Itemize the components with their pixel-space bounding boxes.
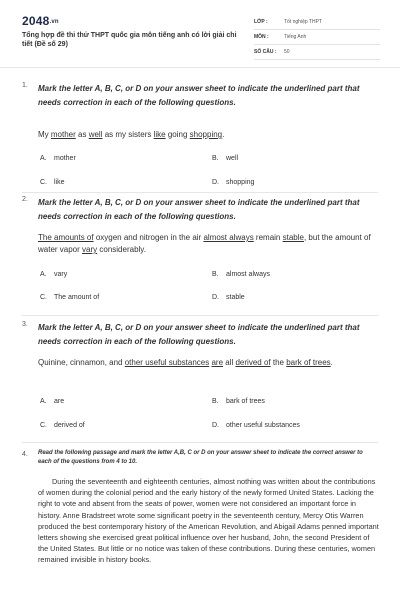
question-instruction: Mark the letter A, B, C, or D on your answer sheet to indicate the underlined part that needs correction in each of the following questions. — [38, 198, 360, 221]
option-b[interactable] — [212, 398, 265, 405]
question-number: 4. — [22, 451, 28, 458]
meta-value: Tốt nghiệp THPT — [284, 19, 322, 25]
option-letter: A. — [40, 155, 47, 162]
option-letter: A. — [40, 398, 47, 405]
stem-text: , but the amount of water vapor — [38, 233, 371, 254]
question-stem — [38, 129, 378, 141]
option-a[interactable] — [40, 398, 64, 405]
meta-row-class — [254, 16, 380, 30]
underlined-part: bark of trees — [286, 358, 331, 367]
reading-passage: During the seventeenth and eighteenth centuries, almost nothing was written about the contributions of women during the colonial period and the early history of the newly formed United States. Lacking the right to vote and absent from the seats of power, women were not considered an important force in history. Anne Bradstreet wrote some significant poetry in the seventeenth century, Mercy Otis Warren produced the best contemporary history of the American Revolution, and Abigail Adams penned important letters showing she exercised great political influence over her husband, John, the second President of the United States. But little or no notice was taken of these contributions. During these centuries, women remained invisible in history books. — [38, 477, 379, 565]
option-c[interactable] — [40, 294, 99, 301]
option-letter: B. — [212, 155, 219, 162]
underlined-part: derived of — [235, 358, 271, 367]
stem-text: considerably. — [97, 245, 146, 254]
underlined-part: The amounts of — [38, 233, 94, 242]
stem-text: all — [223, 358, 236, 367]
option-text: The amount of — [54, 294, 100, 301]
option-letter: A. — [40, 271, 47, 278]
option-letter: C. — [40, 294, 47, 301]
logo-suffix: .vn — [49, 18, 59, 25]
option-d[interactable] — [212, 422, 300, 429]
option-b[interactable] — [212, 271, 270, 278]
option-text: well — [226, 155, 239, 162]
option-text: derived of — [54, 422, 85, 429]
stem-text: Quinine, cinnamon, and — [38, 358, 125, 367]
question-number: 2. — [22, 196, 28, 203]
document-title: Tổng hợp đề thi thử THPT quốc gia môn tiếng anh có lời giải chi tiết (Đề số 29) — [22, 32, 237, 48]
option-a[interactable] — [40, 155, 76, 162]
divider — [22, 442, 378, 443]
question-number: 3. — [22, 321, 28, 328]
option-c[interactable] — [40, 179, 65, 186]
stem-text: My — [38, 130, 51, 139]
option-text: stable — [226, 294, 245, 301]
underlined-part: almost always — [203, 233, 254, 242]
option-text: shopping — [226, 179, 255, 186]
meta-row-count — [254, 46, 380, 60]
option-text: are — [54, 398, 65, 405]
stem-text: going — [165, 130, 190, 139]
option-letter: D. — [212, 422, 219, 429]
option-b[interactable] — [212, 155, 238, 162]
divider — [22, 192, 378, 193]
option-d[interactable] — [212, 179, 254, 186]
question-stem — [38, 232, 378, 256]
option-text: other useful substances — [226, 422, 300, 429]
option-letter: C. — [40, 422, 47, 429]
logo-text: 2048 — [22, 14, 50, 28]
option-letter: B. — [212, 398, 219, 405]
exam-meta — [254, 16, 380, 61]
option-text: like — [54, 179, 65, 186]
option-text: mother — [54, 155, 76, 162]
meta-label: SỐ CÂU : — [254, 49, 277, 55]
option-a[interactable] — [40, 271, 67, 278]
stem-text: as my sisters — [102, 130, 154, 139]
question-number: 1. — [22, 82, 28, 89]
underlined-part: well — [88, 130, 103, 139]
option-text: almost always — [226, 271, 270, 278]
option-text: vary — [54, 271, 68, 278]
option-letter: D. — [212, 179, 219, 186]
meta-label: LỚP : — [254, 19, 268, 25]
underlined-part: shopping — [189, 130, 223, 139]
question-list — [0, 70, 400, 600]
site-logo[interactable] — [22, 14, 59, 28]
option-letter: D. — [212, 294, 219, 301]
underlined-part: vary — [82, 245, 98, 254]
meta-value: 50 — [284, 49, 290, 55]
underlined-part: mother — [50, 130, 76, 139]
stem-text: the — [270, 358, 287, 367]
stem-text: . — [222, 130, 225, 139]
underlined-part: stable — [282, 233, 304, 242]
option-d[interactable] — [212, 294, 245, 301]
stem-text: oxygen and nitrogen in the air — [93, 233, 204, 242]
underlined-part: other useful substances — [124, 358, 210, 367]
meta-row-subject — [254, 31, 380, 45]
option-letter: C. — [40, 179, 47, 186]
stem-text: . — [330, 358, 333, 367]
page-header — [0, 0, 400, 68]
stem-text: as — [75, 130, 89, 139]
meta-label: MÔN : — [254, 34, 269, 40]
meta-value: Tiếng Anh — [284, 34, 307, 40]
question-instruction: Mark the letter A, B, C, or D on your answer sheet to indicate the underlined part that needs correction in each of the following questions. — [38, 84, 360, 107]
option-c[interactable] — [40, 422, 85, 429]
question-instruction: Mark the letter A, B, C, or D on your answer sheet to indicate the underlined part that needs correction in each of the following questions. — [38, 323, 360, 346]
question-instruction: Read the following passage and mark the letter A,B, C or D on your answer sheet to indicate the correct answer to each of the questions from 4 to 10. — [38, 450, 363, 465]
question-stem — [38, 357, 378, 369]
underlined-part: like — [153, 130, 166, 139]
option-letter: B. — [212, 271, 219, 278]
option-text: bark of trees — [226, 398, 265, 405]
divider — [22, 315, 378, 316]
underlined-part: are — [211, 358, 224, 367]
stem-text: remain — [253, 233, 283, 242]
